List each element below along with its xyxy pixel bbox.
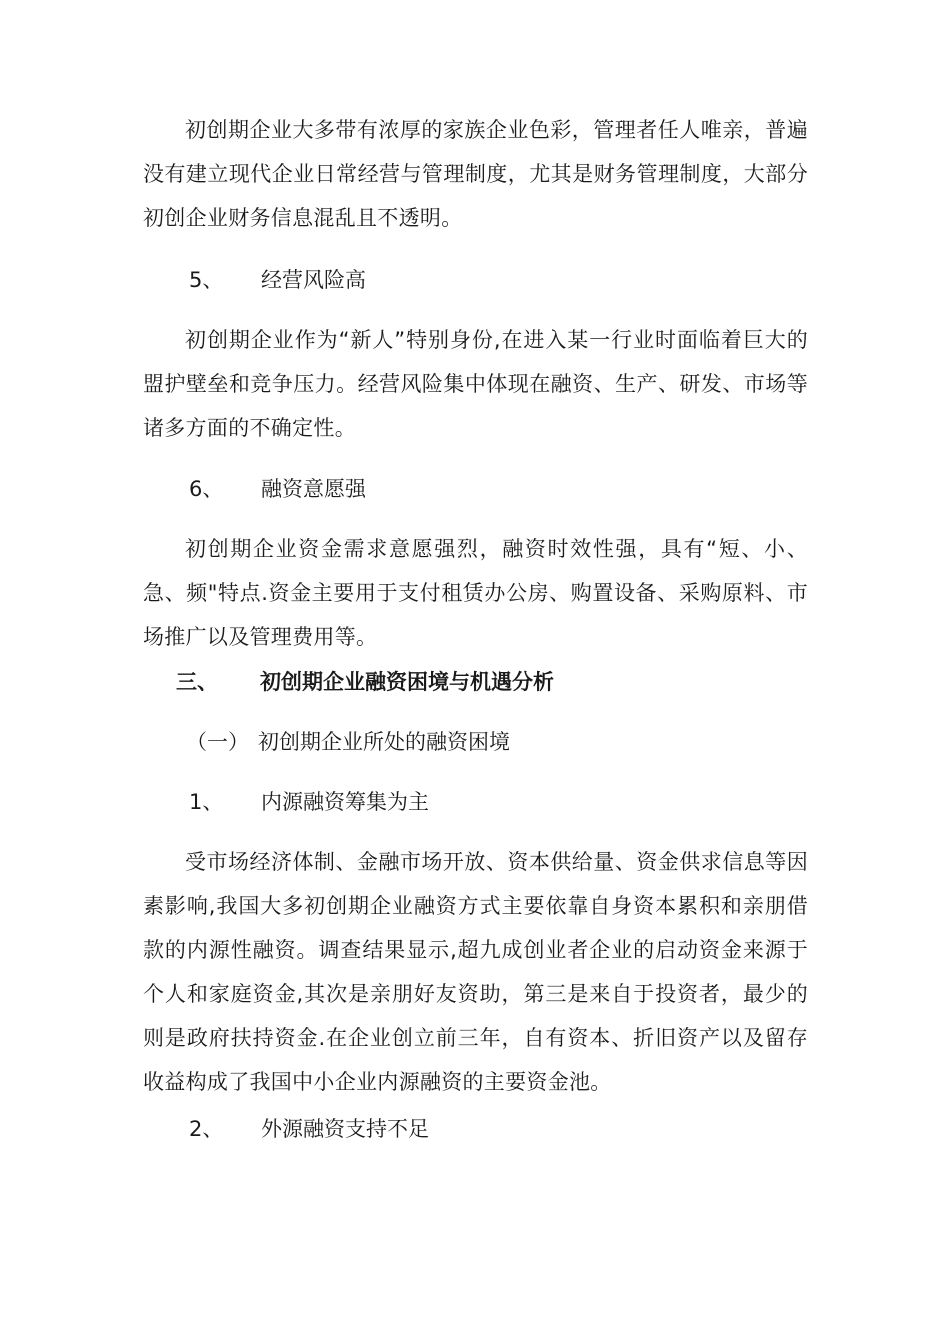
heading-title: 融资意愿强 [261, 477, 366, 501]
paragraph-internal-financing: 受市场经济体制、金融市场开放、资本供给量、资金供求信息等因素影响,我国大多初创期企业融资方式主要依靠自身资本累积和亲朋借款的内源性融资。调查结果显示,超九成创业者企业的启动资金来源于个人和家庭资金,其次是亲朋好友资助，第三是来自于投资者，最少的则是政府扶持资金.在企业创立前三年，自有资本、折旧资产以及留存收益构成了我国中小企业内源融资的主要资金池。 [143, 850, 808, 1094]
paragraph-family-business: 初创期企业大多带有浓厚的家族企业色彩，管理者任人唯亲，普遍没有建立现代企业日常经营与管理制度，尤其是财务管理制度，大部分初创企业财务信息混乱且不透明。 [143, 118, 808, 230]
paragraph-financing-willingness: 初创期企业资金需求意愿强烈，融资时效性强，具有“短、小、急、频"特点.资金主要用于支付租赁办公房、购置设备、采购原料、市场推广以及管理费用等。 [143, 537, 808, 649]
heading-title: 外源融资支持不足 [261, 1117, 429, 1141]
subsection-number: （一） [186, 730, 249, 754]
heading-number: 2、 [189, 1117, 224, 1141]
heading-operating-risk [189, 265, 366, 295]
heading-external-financing [189, 1114, 429, 1144]
heading-title: 经营风险高 [261, 268, 366, 292]
heading-number: 1、 [189, 790, 224, 814]
section-title: 初创期企业融资困境与机遇分析 [260, 670, 554, 694]
paragraph-operating-risk: 初创期企业作为“新人”特别身份,在进入某一行业时面临着巨大的盟护壁垒和竞争压力。经营风险集中体现在融资、生产、研发、市场等诸多方面的不确定性。 [143, 328, 808, 440]
heading-internal-financing [189, 787, 429, 817]
heading-number: 6、 [189, 477, 224, 501]
heading-number: 5、 [189, 268, 224, 292]
subsection-heading-one [186, 727, 510, 757]
section-number: 三、 [176, 670, 218, 694]
heading-title: 内源融资筹集为主 [261, 790, 429, 814]
heading-financing-willingness [189, 474, 366, 504]
subsection-title: 初创期企业所处的融资困境 [258, 730, 510, 754]
section-heading-three [176, 667, 554, 697]
